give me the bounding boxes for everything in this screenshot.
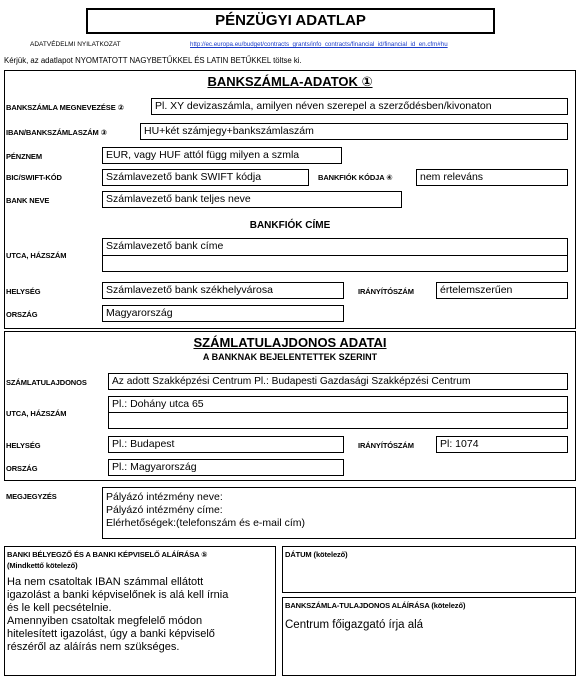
date-label: DÁTUM (kötelező) <box>285 550 348 559</box>
account-name-label: BANKSZÁMLA MEGNEVEZÉSE ② <box>6 103 124 112</box>
bank-country-label: ORSZÁG <box>6 310 38 319</box>
branch-address-heading: BANKFIÓK CÍME <box>249 220 331 231</box>
remarks-line-3: Elérhetőségek:(telefonszám és e-mail cím) <box>106 517 305 529</box>
branch-code-field[interactable]: nem releváns <box>416 169 568 186</box>
stamp-line-4: Amennyiben csatoltak megfelelő módon <box>7 615 203 627</box>
holder-city-field[interactable]: Pl.: Budapest <box>108 436 344 453</box>
account-name-field[interactable]: Pl. XY devizaszámla, amilyen néven szerepel a szerződésben/kivonaton <box>151 98 568 115</box>
holder-country-field[interactable]: Pl.: Magyarország <box>108 459 344 476</box>
stamp-line-5: hitelesített igazolást, úgy a banki képviselő <box>7 628 215 640</box>
remarks-label: MEGJEGYZÉS <box>6 492 57 501</box>
bank-street-field-2[interactable] <box>102 256 568 272</box>
bic-field[interactable]: Számlavezető bank SWIFT kódja <box>102 169 309 186</box>
bank-heading: BANKSZÁMLA-ADATOK ① <box>207 74 373 89</box>
bank-street-field[interactable]: Számlavezető bank címe <box>102 238 568 256</box>
currency-label: PÉNZNEM <box>6 152 42 161</box>
bank-name-label: BANK NEVE <box>6 196 50 205</box>
holder-street-field-2[interactable] <box>108 413 568 429</box>
page-title: PÉNZÜGYI ADATLAP <box>215 12 366 29</box>
owner-field[interactable]: Az adott Szakképzési Centrum Pl.: Budapesti Gazdasági Szakképzési Centrum <box>108 373 568 390</box>
branch-code-label: BANKFIÓK KÓDJA ④ <box>318 173 393 182</box>
bank-stamp-label: BANKI BÉLYEGZŐ ÉS A BANKI KÉPVISELŐ ALÁÍRÁSA ⑤ <box>7 550 208 559</box>
bank-street-label: UTCA, HÁZSZÁM <box>6 251 67 260</box>
bank-name-field[interactable]: Számlavezető bank teljes neve <box>102 191 402 208</box>
stamp-line-3: és le kell pecsételnie. <box>7 602 112 614</box>
signature-value: Centrum főigazgató írja alá <box>285 619 424 631</box>
holder-city-label: HELYSÉG <box>6 441 41 450</box>
holder-zip-label: IRÁNYÍTÓSZÁM <box>358 441 414 450</box>
bic-label: BIC/SWIFT-KÓD <box>6 173 62 182</box>
privacy-link[interactable]: http://ec.europa.eu/budget/contracts_grants/info_contracts/financial_id/financial_id_en.cfm#hu <box>190 41 448 48</box>
iban-label: IBAN/BANKSZÁMLASZÁM ③ <box>6 128 107 137</box>
stamp-line-6: részéről az aláírás nem szükséges. <box>7 641 180 653</box>
holder-street-label: UTCA, HÁZSZÁM <box>6 409 67 418</box>
bank-city-field[interactable]: Számlavezető bank székhelyvárosa <box>102 282 344 299</box>
holder-country-label: ORSZÁG <box>6 464 38 473</box>
instruction-text: Kérjük, az adatlapot NYOMTATOTT NAGYBETŰKKEL ÉS LATIN BETŰKKEL töltse ki. <box>4 56 302 65</box>
remarks-line-1: Pályázó intézmény neve: <box>106 491 223 503</box>
holder-subheading: A BANKNAK BEJELENTETTEK SZERINT <box>202 352 378 362</box>
owner-label: SZÁMLATULAJDONOS <box>6 378 87 387</box>
bank-stamp-sublabel: (Mindkettő kötelező) <box>7 561 78 570</box>
holder-zip-field[interactable]: Pl: 1074 <box>436 436 568 453</box>
remarks-line-2: Pályázó intézmény címe: <box>106 504 223 516</box>
bank-zip-label: IRÁNYÍTÓSZÁM <box>358 287 414 296</box>
bank-city-label: HELYSÉG <box>6 287 41 296</box>
holder-heading: SZÁMLATULAJDONOS ADATAI <box>193 335 387 350</box>
bank-country-field[interactable]: Magyarország <box>102 305 344 322</box>
stamp-line-1: Ha nem csatoltak IBAN számmal ellátott <box>7 576 204 588</box>
iban-field[interactable]: HU+két számjegy+bankszámlaszám <box>140 123 568 140</box>
holder-street-field[interactable]: Pl.: Dohány utca 65 <box>108 396 568 413</box>
bank-zip-field[interactable]: értelemszerűen <box>436 282 568 299</box>
currency-field[interactable]: EUR, vagy HUF attól függ milyen a szmla <box>102 147 342 164</box>
signature-label: BANKSZÁMLA-TULAJDONOS ALÁÍRÁSA (kötelező) <box>285 601 466 610</box>
privacy-label: ADATVÉDELMI NYILATKOZAT <box>30 41 121 48</box>
stamp-line-2: igazolást a banki képviselőnek is alá kell írnia <box>7 589 229 601</box>
